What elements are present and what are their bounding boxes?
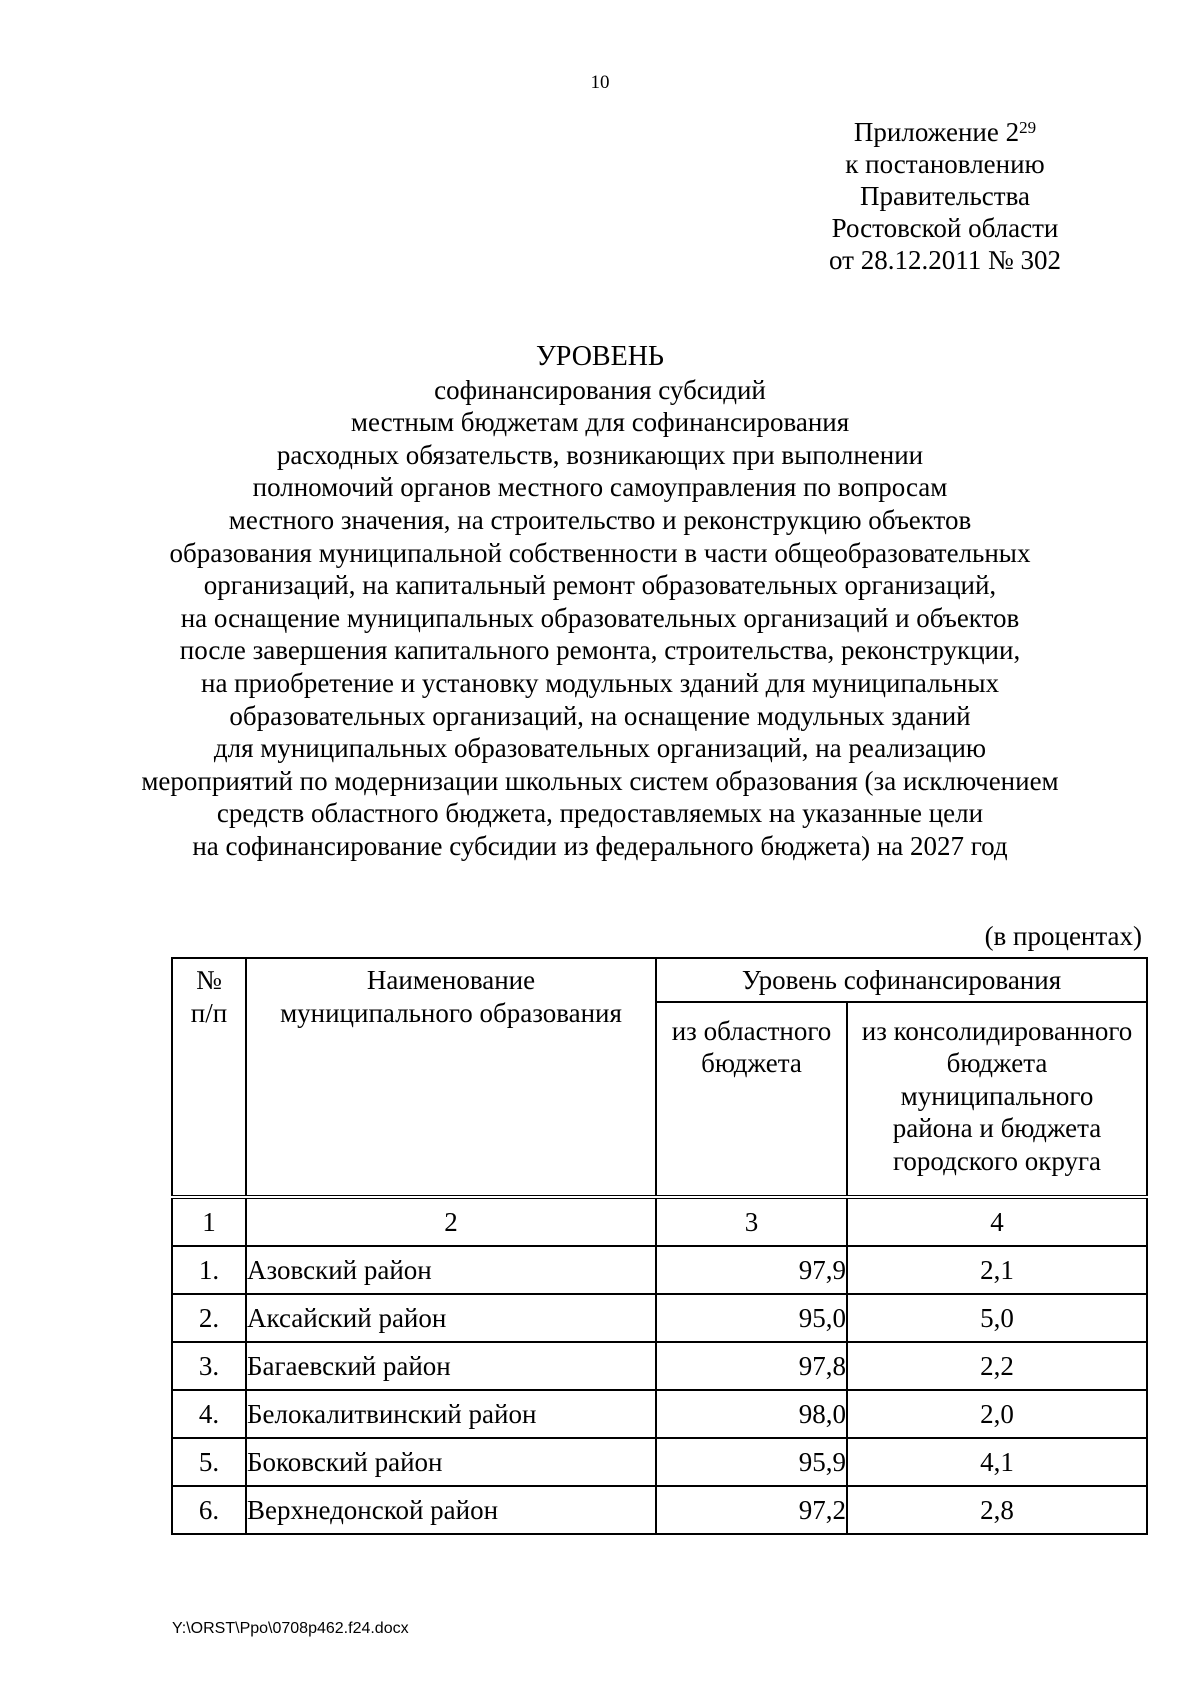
header-local-line: муниципального <box>900 1080 1094 1111</box>
title-line: местным бюджетам для софинансирования <box>350 407 850 438</box>
header-name-line: муниципального образования <box>280 997 622 1028</box>
page-number: 10 <box>590 72 610 93</box>
title-line: софинансирования субсидий <box>434 374 766 405</box>
table-row <box>172 1294 1147 1342</box>
title-line: после завершения капитального ремонта, строительства, реконструкции, <box>179 635 1021 666</box>
local-share: 2,0 <box>847 1390 1147 1438</box>
header-regional <box>656 1002 847 1198</box>
appendix-line-4: Ростовской области <box>831 213 1059 243</box>
title-line: местного значения, на строительство и реконструкцию объектов <box>228 504 972 535</box>
title-line: полномочий органов местного самоуправления по вопросам <box>252 472 948 503</box>
column-index-row <box>172 1197 1147 1246</box>
header-regional-line: из областного <box>671 1015 832 1046</box>
header-num <box>172 958 246 1197</box>
local-share: 2,1 <box>847 1246 1147 1294</box>
title-line: для муниципальных образовательных организаций, на реализацию <box>213 733 987 764</box>
column-index-cell: 1 <box>172 1197 246 1246</box>
table-row <box>172 1246 1147 1294</box>
title-line: на софинансирование субсидии из федерального бюджета) на 2027 год <box>192 830 1008 861</box>
header-regional-line: бюджета <box>701 1048 802 1078</box>
title-line: средств областного бюджета, предоставляемых на указанные цели <box>216 798 984 829</box>
regional-share: 95,9 <box>656 1438 847 1486</box>
title-line: на оснащение муниципальных образовательных организаций и объектов <box>180 602 1020 633</box>
title-line: расходных обязательств, возникающих при выполнении <box>276 439 924 470</box>
row-number: 3. <box>172 1342 246 1390</box>
table-row <box>172 1390 1147 1438</box>
municipality-name: Багаевский район <box>246 1342 656 1390</box>
regional-share: 97,8 <box>656 1342 847 1390</box>
row-number: 4. <box>172 1390 246 1438</box>
regional-share: 97,2 <box>656 1486 847 1534</box>
municipality-name: Аксайский район <box>246 1294 656 1342</box>
municipality-name: Азовский район <box>246 1246 656 1294</box>
column-index-cell: 3 <box>656 1197 847 1246</box>
header-name <box>246 958 656 1197</box>
column-index-cell: 2 <box>246 1197 656 1246</box>
local-share: 2,8 <box>847 1486 1147 1534</box>
title-line: на приобретение и установку модульных зданий для муниципальных <box>201 667 999 698</box>
table-row <box>172 1486 1147 1534</box>
local-share: 5,0 <box>847 1294 1147 1342</box>
municipality-name: Боковский район <box>246 1438 656 1486</box>
appendix-title: Приложение 2 <box>853 117 1020 147</box>
column-index-cell: 4 <box>847 1197 1147 1246</box>
document-title <box>0 341 1200 863</box>
header-local-line: бюджета <box>946 1048 1048 1078</box>
appendix-line-1 <box>795 116 1095 148</box>
title-line: образовательных организаций, на оснащение модульных зданий <box>229 700 971 731</box>
title-line: образования муниципальной собственности в части общеобразовательных <box>169 537 1031 568</box>
table-row <box>172 1438 1147 1486</box>
regional-share: 97,9 <box>656 1246 847 1294</box>
header-level: Уровень софинансирования <box>656 958 1147 1002</box>
cofinancing-table <box>171 957 1148 1535</box>
table-row <box>172 1342 1147 1390</box>
header-local-line: городского округа <box>892 1145 1102 1176</box>
appendix-block <box>795 116 1095 276</box>
appendix-line-2: к постановлению <box>845 149 1045 179</box>
row-number: 1. <box>172 1246 246 1294</box>
municipality-name: Верхнедонской район <box>246 1486 656 1534</box>
title-heading: УРОВЕНЬ <box>535 341 665 372</box>
appendix-line-5: от 28.12.2011 № 302 <box>829 245 1061 275</box>
header-name-line: Наименование <box>366 965 536 995</box>
row-number: 2. <box>172 1294 246 1342</box>
header-num-line: п/п <box>190 997 228 1028</box>
title-line: организаций, на капитальный ремонт образовательных организаций, <box>203 570 997 601</box>
local-share: 2,2 <box>847 1342 1147 1390</box>
header-local-line: из консолидированного <box>861 1015 1133 1046</box>
header-local <box>847 1002 1147 1198</box>
title-line: мероприятий по модернизации школьных систем образования (за исключением <box>141 765 1059 796</box>
row-number: 6. <box>172 1486 246 1534</box>
regional-share: 95,0 <box>656 1294 847 1342</box>
regional-share: 98,0 <box>656 1390 847 1438</box>
appendix-number-superscript: 29 <box>1019 118 1037 137</box>
appendix-line-3: Правительства <box>860 181 1030 211</box>
table-header-row <box>172 958 1147 1002</box>
header-local-line: района и бюджета <box>892 1113 1102 1143</box>
local-share: 4,1 <box>847 1438 1147 1486</box>
header-num-line: № <box>196 965 222 995</box>
municipality-name: Белокалитвинский район <box>246 1390 656 1438</box>
row-number: 5. <box>172 1438 246 1486</box>
units-note: (в процентах) <box>984 921 1142 951</box>
file-path-footer: Y:\ORST\Ppo\0708p462.f24.docx <box>172 1620 409 1637</box>
